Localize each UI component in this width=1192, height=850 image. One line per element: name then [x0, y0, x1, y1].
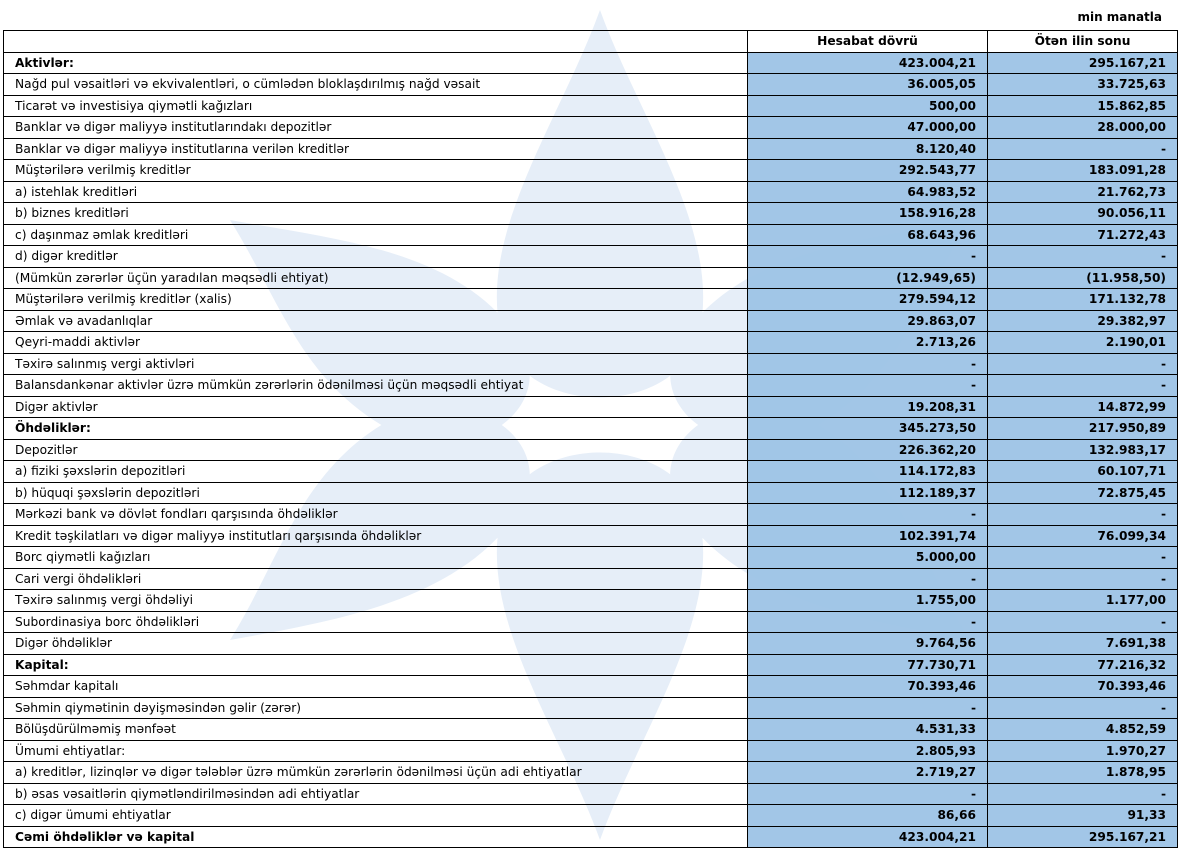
row-label: c) digər ümumi ehtiyatlar	[4, 805, 748, 827]
table-row	[4, 697, 1178, 719]
prior-year-value: 7.691,38	[988, 633, 1178, 655]
current-period-value: 2.713,26	[748, 332, 988, 354]
table-row	[4, 740, 1178, 762]
table-row	[4, 203, 1178, 225]
table-row	[4, 590, 1178, 612]
prior-year-value: 72.875,45	[988, 482, 1178, 504]
table-row	[4, 611, 1178, 633]
table-row	[4, 117, 1178, 139]
prior-year-value: 33.725,63	[988, 74, 1178, 96]
table-row	[4, 52, 1178, 74]
table-row	[4, 224, 1178, 246]
table-row	[4, 461, 1178, 483]
current-period-value: 1.755,00	[748, 590, 988, 612]
prior-year-value: -	[988, 375, 1178, 397]
row-label: Müştərilərə verilmiş kreditlər	[4, 160, 748, 182]
prior-year-value: 28.000,00	[988, 117, 1178, 139]
row-label: Borc qiymətli kağızları	[4, 547, 748, 569]
current-period-value: -	[748, 697, 988, 719]
current-period-value: 70.393,46	[748, 676, 988, 698]
prior-year-value: (11.958,50)	[988, 267, 1178, 289]
row-label: Subordinasiya borc öhdəlikləri	[4, 611, 748, 633]
table-row	[4, 719, 1178, 741]
table-row	[4, 246, 1178, 268]
prior-year-value: 91,33	[988, 805, 1178, 827]
current-period-value: 345.273,50	[748, 418, 988, 440]
prior-year-value: -	[988, 611, 1178, 633]
current-period-value: 292.543,77	[748, 160, 988, 182]
row-label: Qeyri-maddi aktivlər	[4, 332, 748, 354]
table-row	[4, 396, 1178, 418]
table-row	[4, 482, 1178, 504]
table-row	[4, 418, 1178, 440]
current-period-value: 500,00	[748, 95, 988, 117]
current-period-value: -	[748, 375, 988, 397]
row-label: Cari vergi öhdəlikləri	[4, 568, 748, 590]
current-period-value: 102.391,74	[748, 525, 988, 547]
row-label: Cəmi öhdəliklər və kapital	[4, 826, 748, 848]
table-row	[4, 95, 1178, 117]
prior-year-value: 295.167,21	[988, 52, 1178, 74]
prior-year-value: 295.167,21	[988, 826, 1178, 848]
table-row	[4, 568, 1178, 590]
current-period-value: 4.531,33	[748, 719, 988, 741]
current-period-value: 114.172,83	[748, 461, 988, 483]
table-row	[4, 138, 1178, 160]
prior-year-value: 70.393,46	[988, 676, 1178, 698]
balance-sheet-table	[3, 30, 1178, 848]
row-label: b) hüquqi şəxslərin depozitləri	[4, 482, 748, 504]
table-row	[4, 353, 1178, 375]
table-row	[4, 332, 1178, 354]
prior-year-value: 90.056,11	[988, 203, 1178, 225]
row-label: Səhmdar kapitalı	[4, 676, 748, 698]
current-period-value: 112.189,37	[748, 482, 988, 504]
prior-year-value: -	[988, 504, 1178, 526]
current-period-value: 8.120,40	[748, 138, 988, 160]
row-label: Təxirə salınmış vergi aktivləri	[4, 353, 748, 375]
table-row	[4, 504, 1178, 526]
table-row	[4, 547, 1178, 569]
row-label: Öhdəliklər:	[4, 418, 748, 440]
current-period-value: 226.362,20	[748, 439, 988, 461]
row-label: Bölüşdürülməmiş mənfəət	[4, 719, 748, 741]
prior-year-value: 1.970,27	[988, 740, 1178, 762]
row-label: Ticarət və investisiya qiymətli kağızları	[4, 95, 748, 117]
table-row	[4, 74, 1178, 96]
row-label: c) daşınmaz əmlak kreditləri	[4, 224, 748, 246]
row-label: Mərkəzi bank və dövlət fondları qarşısında öhdəliklər	[4, 504, 748, 526]
table-row	[4, 289, 1178, 311]
current-period-value: -	[748, 611, 988, 633]
table-row	[4, 160, 1178, 182]
header-prior-year-end: Ötən ilin sonu	[988, 31, 1178, 53]
table-row	[4, 439, 1178, 461]
current-period-value: 19.208,31	[748, 396, 988, 418]
prior-year-value: 4.852,59	[988, 719, 1178, 741]
row-label: Aktivlər:	[4, 52, 748, 74]
table-row	[4, 310, 1178, 332]
current-period-value: 5.000,00	[748, 547, 988, 569]
current-period-value: -	[748, 783, 988, 805]
row-label: b) biznes kreditləri	[4, 203, 748, 225]
current-period-value: (12.949,65)	[748, 267, 988, 289]
unit-label: min manatla	[1077, 10, 1162, 24]
prior-year-value: 71.272,43	[988, 224, 1178, 246]
prior-year-value: 15.862,85	[988, 95, 1178, 117]
current-period-value: 158.916,28	[748, 203, 988, 225]
current-period-value: 423.004,21	[748, 826, 988, 848]
current-period-value: 29.863,07	[748, 310, 988, 332]
current-period-value: 77.730,71	[748, 654, 988, 676]
row-label: b) əsas vəsaitlərin qiymətləndirilməsindən adi ehtiyatlar	[4, 783, 748, 805]
prior-year-value: -	[988, 138, 1178, 160]
header-current-period: Hesabat dövrü	[748, 31, 988, 53]
prior-year-value: -	[988, 783, 1178, 805]
prior-year-value: -	[988, 697, 1178, 719]
row-label: Banklar və digər maliyyə institutlarına verilən kreditlər	[4, 138, 748, 160]
table-header-row	[4, 31, 1178, 53]
row-label: Səhmin qiymətinin dəyişməsindən gəlir (zərər)	[4, 697, 748, 719]
prior-year-value: -	[988, 547, 1178, 569]
current-period-value: -	[748, 568, 988, 590]
prior-year-value: 171.132,78	[988, 289, 1178, 311]
table-row	[4, 181, 1178, 203]
table-row	[4, 676, 1178, 698]
prior-year-value: -	[988, 353, 1178, 375]
prior-year-value: 29.382,97	[988, 310, 1178, 332]
row-label: Nağd pul vəsaitləri və ekvivalentləri, o cümlədən bloklaşdırılmış nağd vəsait	[4, 74, 748, 96]
prior-year-value: -	[988, 246, 1178, 268]
current-period-value: 68.643,96	[748, 224, 988, 246]
row-label: a) istehlak kreditləri	[4, 181, 748, 203]
prior-year-value: 76.099,34	[988, 525, 1178, 547]
current-period-value: 64.983,52	[748, 181, 988, 203]
current-period-value: 86,66	[748, 805, 988, 827]
row-label: a) kreditlər, lizinqlər və digər tələblər üzrə mümkün zərərlərin ödənilməsi üçün adi ehtiyatlar	[4, 762, 748, 784]
table-row	[4, 654, 1178, 676]
prior-year-value: 2.190,01	[988, 332, 1178, 354]
prior-year-value: 77.216,32	[988, 654, 1178, 676]
row-label: Əmlak və avadanlıqlar	[4, 310, 748, 332]
prior-year-value: 1.878,95	[988, 762, 1178, 784]
current-period-value: -	[748, 504, 988, 526]
current-period-value: 2.719,27	[748, 762, 988, 784]
table-row	[4, 633, 1178, 655]
row-label: Ümumi ehtiyatlar:	[4, 740, 748, 762]
current-period-value: 9.764,56	[748, 633, 988, 655]
row-label: Təxirə salınmış vergi öhdəliyi	[4, 590, 748, 612]
table-row	[4, 826, 1178, 848]
current-period-value: -	[748, 246, 988, 268]
row-label: Banklar və digər maliyyə institutlarındakı depozitlər	[4, 117, 748, 139]
table-row	[4, 783, 1178, 805]
row-label: a) fiziki şəxslərin depozitləri	[4, 461, 748, 483]
table-row	[4, 267, 1178, 289]
row-label: Kredit təşkilatları və digər maliyyə institutları qarşısında öhdəliklər	[4, 525, 748, 547]
prior-year-value: -	[988, 568, 1178, 590]
prior-year-value: 21.762,73	[988, 181, 1178, 203]
current-period-value: 2.805,93	[748, 740, 988, 762]
current-period-value: -	[748, 353, 988, 375]
current-period-value: 279.594,12	[748, 289, 988, 311]
prior-year-value: 217.950,89	[988, 418, 1178, 440]
prior-year-value: 183.091,28	[988, 160, 1178, 182]
prior-year-value: 1.177,00	[988, 590, 1178, 612]
prior-year-value: 132.983,17	[988, 439, 1178, 461]
table-row	[4, 525, 1178, 547]
current-period-value: 36.005,05	[748, 74, 988, 96]
header-label	[4, 31, 748, 53]
prior-year-value: 60.107,71	[988, 461, 1178, 483]
current-period-value: 423.004,21	[748, 52, 988, 74]
row-label: Digər aktivlər	[4, 396, 748, 418]
current-period-value: 47.000,00	[748, 117, 988, 139]
row-label: (Mümkün zərərlər üçün yaradılan məqsədli ehtiyat)	[4, 267, 748, 289]
row-label: Kapital:	[4, 654, 748, 676]
table-row	[4, 762, 1178, 784]
row-label: Digər öhdəliklər	[4, 633, 748, 655]
row-label: Balansdankənar aktivlər üzrə mümkün zərərlərin ödənilməsi üçün məqsədli ehtiyat	[4, 375, 748, 397]
row-label: Depozitlər	[4, 439, 748, 461]
table-row	[4, 805, 1178, 827]
prior-year-value: 14.872,99	[988, 396, 1178, 418]
row-label: d) digər kreditlər	[4, 246, 748, 268]
table-row	[4, 375, 1178, 397]
row-label: Müştərilərə verilmiş kreditlər (xalis)	[4, 289, 748, 311]
